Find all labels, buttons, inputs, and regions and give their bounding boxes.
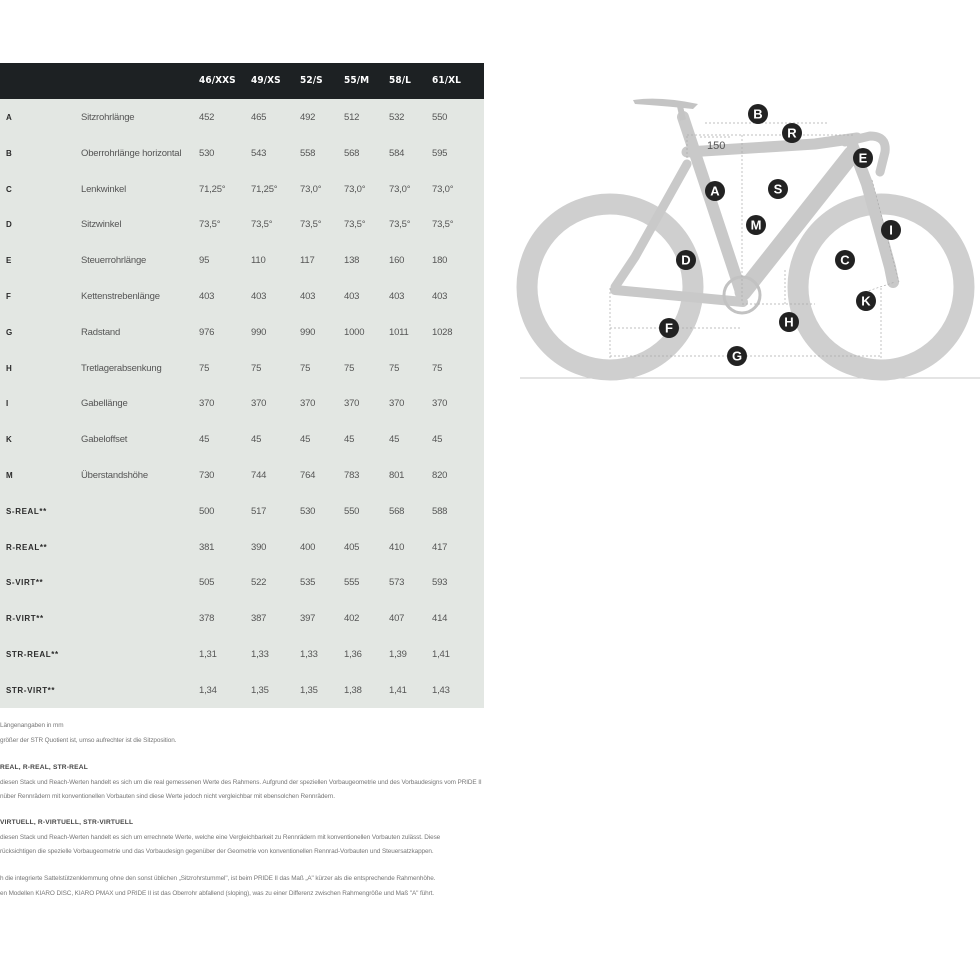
marker-f — [659, 318, 679, 338]
row-code: S-VIRT** — [6, 578, 44, 588]
table-cell: 45 — [344, 434, 355, 446]
table-cell: 595 — [432, 147, 448, 159]
table-cell: 403 — [432, 291, 448, 302]
marker-i — [881, 220, 901, 240]
table-cell: 370 — [300, 398, 316, 410]
table-cell: 414 — [432, 613, 448, 625]
row-code: I — [6, 399, 9, 409]
table-row — [0, 564, 484, 600]
row-name: Lenkwinkel — [81, 183, 126, 195]
size-header: 58/L — [389, 75, 411, 86]
table-cell: 75 — [389, 362, 400, 374]
table-cell: 403 — [389, 291, 405, 302]
row-code: B — [6, 148, 13, 158]
table-cell: 801 — [389, 470, 405, 481]
marker-h — [779, 312, 799, 332]
marker-label: B — [753, 106, 763, 122]
table-cell: 403 — [199, 291, 215, 302]
size-header: 46/XXS — [199, 75, 236, 86]
table-row — [0, 99, 484, 135]
row-code: K — [6, 435, 13, 445]
table-cell: 45 — [199, 434, 210, 446]
table-cell: 530 — [300, 505, 316, 517]
table-cell: 452 — [199, 112, 215, 123]
table-cell: 568 — [344, 147, 360, 159]
table-cell: 1,39 — [389, 649, 407, 660]
table-cell: 568 — [389, 505, 405, 517]
table-cell: 783 — [344, 470, 360, 481]
table-row — [0, 636, 484, 672]
row-code: H — [6, 363, 13, 373]
table-cell: 370 — [199, 398, 215, 410]
table-cell: 1,35 — [300, 684, 318, 696]
table-cell: 387 — [251, 613, 267, 625]
row-code: F — [6, 292, 12, 301]
table-cell: 403 — [344, 291, 360, 302]
row-name: Sitzrohrlänge — [81, 112, 135, 123]
row-code: C — [6, 184, 13, 194]
row-name: Steuerrohrlänge — [81, 255, 147, 267]
marker-label: A — [710, 183, 720, 199]
marker-k — [856, 291, 876, 311]
table-cell: 45 — [251, 434, 262, 446]
table-row — [0, 493, 484, 529]
marker-label: D — [681, 252, 691, 268]
row-code: A — [6, 113, 13, 122]
table-row — [0, 457, 484, 493]
row-code: R-REAL** — [6, 542, 48, 552]
row-name: Radstand — [81, 326, 121, 338]
table-cell: 73,0° — [344, 183, 366, 195]
table-cell: 45 — [300, 434, 311, 446]
table-cell: 1,31 — [199, 649, 217, 660]
table-cell: 381 — [199, 541, 215, 553]
marker-r — [782, 123, 802, 143]
table-cell: 402 — [344, 613, 360, 625]
table-cell: 73,0° — [300, 183, 322, 195]
table-cell: 117 — [300, 255, 315, 267]
note-line: nüber Rennrädern mit konventionellen Vorbauten sind diese Werte jedoch nicht vergleichbar mit ebensolchen Rennrädern. — [0, 793, 335, 800]
size-header: 49/XS — [251, 75, 281, 86]
table-cell: 1,33 — [251, 649, 269, 660]
table-cell: 1,33 — [300, 649, 318, 660]
table-cell: 744 — [251, 470, 267, 481]
table-row — [0, 135, 484, 171]
row-code: STR-VIRT** — [6, 685, 56, 695]
table-cell: 584 — [389, 147, 405, 159]
table-cell: 73,5° — [199, 219, 221, 231]
table-cell: 990 — [251, 326, 267, 338]
table-cell: 764 — [300, 470, 316, 481]
table-cell: 543 — [251, 147, 267, 159]
note-line: h die integrierte Sattelstützenklemmung ohne den sonst üblichen „Sitzrohrstummel", ist beim PRIDE II das Maß „A" kürzer als die entsprechende Rahmenhöhe. — [0, 875, 436, 882]
table-cell: 75 — [300, 362, 311, 374]
dimension-150: 150 — [707, 140, 726, 152]
marker-a — [705, 181, 725, 201]
marker-label: F — [665, 320, 673, 336]
marker-label: K — [861, 293, 871, 309]
table-cell: 160 — [389, 255, 405, 267]
table-cell: 512 — [344, 112, 360, 123]
table-row — [0, 672, 484, 708]
size-header: 52/S — [300, 75, 323, 86]
table-cell: 1,34 — [199, 684, 217, 696]
table-cell: 370 — [251, 398, 267, 410]
marker-c — [835, 250, 855, 270]
table-cell: 1011 — [389, 326, 409, 338]
table-row — [0, 314, 484, 350]
marker-label: E — [858, 150, 868, 166]
table-cell: 1,41 — [432, 649, 450, 660]
table-cell: 530 — [199, 147, 215, 159]
table-cell: 403 — [251, 291, 267, 302]
table-row — [0, 242, 484, 278]
row-code: S-REAL** — [6, 506, 47, 516]
seatpost — [680, 106, 683, 120]
row-code: D — [6, 220, 13, 230]
row-code: G — [6, 327, 13, 337]
table-cell: 976 — [199, 326, 215, 338]
table-cell: 73,5° — [432, 219, 454, 231]
table-cell: 990 — [300, 326, 316, 338]
table-cell: 370 — [389, 398, 405, 410]
table-cell: 180 — [432, 255, 448, 267]
table-cell: 820 — [432, 470, 448, 481]
table-cell: 410 — [389, 541, 405, 553]
table-cell: 75 — [251, 362, 262, 374]
table-cell: 588 — [432, 505, 448, 517]
note-line: en Modellen KIARO DISC, KIARO PMAX und PRIDE II ist das Oberrohr abfallend (sloping), was zu einer Differenz zwischen Rahmengröße und Maß "A" führt. — [0, 890, 434, 897]
table-row — [0, 421, 484, 457]
saddle — [633, 99, 698, 109]
table-cell: 492 — [300, 112, 316, 123]
table-cell: 73,0° — [432, 183, 454, 195]
marker-g — [727, 346, 747, 366]
row-name: Gabeloffset — [81, 434, 128, 446]
table-cell: 110 — [251, 255, 266, 267]
table-row — [0, 350, 484, 386]
table-cell: 505 — [199, 577, 215, 589]
table-cell: 71,25° — [251, 183, 278, 195]
table-cell: 75 — [344, 362, 355, 374]
note-line: diesen Stack und Reach-Werten handelt es sich um die real gemessenen Werte des Rahmens. Aufgrund der speziellen Vorbaugeometrie und des Vorbaudesigns vom PRIDE II — [0, 779, 482, 786]
table-cell: 593 — [432, 577, 448, 589]
table-cell: 403 — [300, 291, 316, 302]
table-cell: 465 — [251, 112, 267, 123]
marker-e — [853, 148, 873, 168]
table-cell: 138 — [344, 255, 360, 267]
marker-label: G — [731, 348, 743, 364]
table-cell: 75 — [199, 362, 210, 374]
note-line: diesen Stack und Reach-Werten handelt es sich um errechnete Werte, welche eine Vergleichbarkeit zu Rennrädern mit konventionellen Vorbauten zulässt. Diese — [0, 834, 441, 841]
table-cell: 532 — [389, 112, 405, 123]
table-cell: 73,5° — [300, 219, 322, 231]
table-cell: 1,43 — [432, 684, 450, 696]
marker-label: I — [889, 222, 893, 238]
row-name: Sitzwinkel — [81, 219, 122, 231]
row-code: M — [6, 471, 14, 480]
note-line: Längenangaben in mm — [0, 722, 64, 729]
marker-m — [746, 215, 766, 235]
table-cell: 535 — [300, 577, 316, 589]
marker-b — [748, 104, 768, 124]
note-heading: VIRTUELL, R-VIRTUELL, STR-VIRTUELL — [0, 819, 134, 826]
note-line: rücksichtigen die spezielle Vorbaugeometrie und das Vorbaudesign gegenüber der Geometrie von konventionellen Rennrad-Vorbauten und Steuersatzkappen. — [0, 848, 434, 855]
table-cell: 1028 — [432, 326, 453, 338]
table-cell: 378 — [199, 613, 215, 625]
table-cell: 730 — [199, 470, 215, 481]
note-line: größer der STR Quotient ist, umso aufrechter ist die Sitzposition. — [0, 737, 177, 744]
table-row — [0, 278, 484, 314]
row-name: Tretlagerabsenkung — [81, 362, 162, 374]
table-cell: 95 — [199, 255, 210, 267]
marker-label: S — [773, 181, 783, 197]
table-row — [0, 529, 484, 565]
table-cell: 1,38 — [344, 684, 362, 696]
row-name: Oberrohrlänge horizontal — [81, 147, 182, 159]
table-row — [0, 385, 484, 421]
table-cell: 45 — [389, 434, 400, 446]
table-cell: 550 — [432, 112, 448, 123]
table-cell: 550 — [344, 505, 360, 517]
table-cell: 73,5° — [389, 219, 411, 231]
table-cell: 75 — [432, 362, 443, 374]
marker-label: M — [750, 217, 762, 233]
note-heading: REAL, R-REAL, STR-REAL — [0, 764, 88, 771]
geometry-table — [0, 63, 484, 708]
table-cell: 370 — [432, 398, 448, 410]
table-cell: 522 — [251, 577, 267, 589]
size-header: 61/XL — [432, 75, 461, 86]
table-cell: 400 — [300, 541, 316, 553]
row-name: Kettenstrebenlänge — [81, 291, 160, 302]
table-row — [0, 600, 484, 636]
table-row — [0, 171, 484, 207]
table-cell: 71,25° — [199, 183, 226, 195]
table-cell: 397 — [300, 613, 316, 625]
table-cell: 1,41 — [389, 684, 407, 696]
row-code: E — [6, 256, 12, 266]
table-cell: 555 — [344, 577, 360, 589]
marker-label: H — [784, 314, 794, 330]
table-cell: 370 — [344, 398, 360, 410]
table-cell: 73,5° — [344, 219, 366, 231]
marker-label: R — [787, 125, 797, 141]
bike-geometry-diagram — [515, 92, 980, 384]
table-header — [0, 63, 484, 99]
table-cell: 500 — [199, 505, 215, 517]
table-cell: 417 — [432, 541, 448, 553]
table-row — [0, 206, 484, 242]
row-name: Gabellänge — [81, 398, 128, 410]
table-cell: 73,0° — [389, 183, 411, 195]
table-cell: 1,36 — [344, 649, 362, 660]
table-cell: 407 — [389, 613, 405, 625]
marker-d — [676, 250, 696, 270]
table-cell: 517 — [251, 505, 267, 517]
marker-s — [768, 179, 788, 199]
table-cell: 390 — [251, 541, 267, 553]
table-cell: 405 — [344, 541, 360, 553]
row-name: Überstandshöhe — [81, 470, 148, 481]
table-cell: 558 — [300, 147, 316, 159]
row-code: R-VIRT** — [6, 614, 44, 624]
size-header: 55/M — [344, 75, 370, 86]
row-code: STR-REAL** — [6, 650, 59, 659]
table-cell: 45 — [432, 434, 443, 446]
marker-label: C — [840, 252, 850, 268]
table-cell: 73,5° — [251, 219, 273, 231]
table-cell: 573 — [389, 577, 405, 589]
table-cell: 1000 — [344, 326, 365, 338]
table-cell: 1,35 — [251, 684, 269, 696]
